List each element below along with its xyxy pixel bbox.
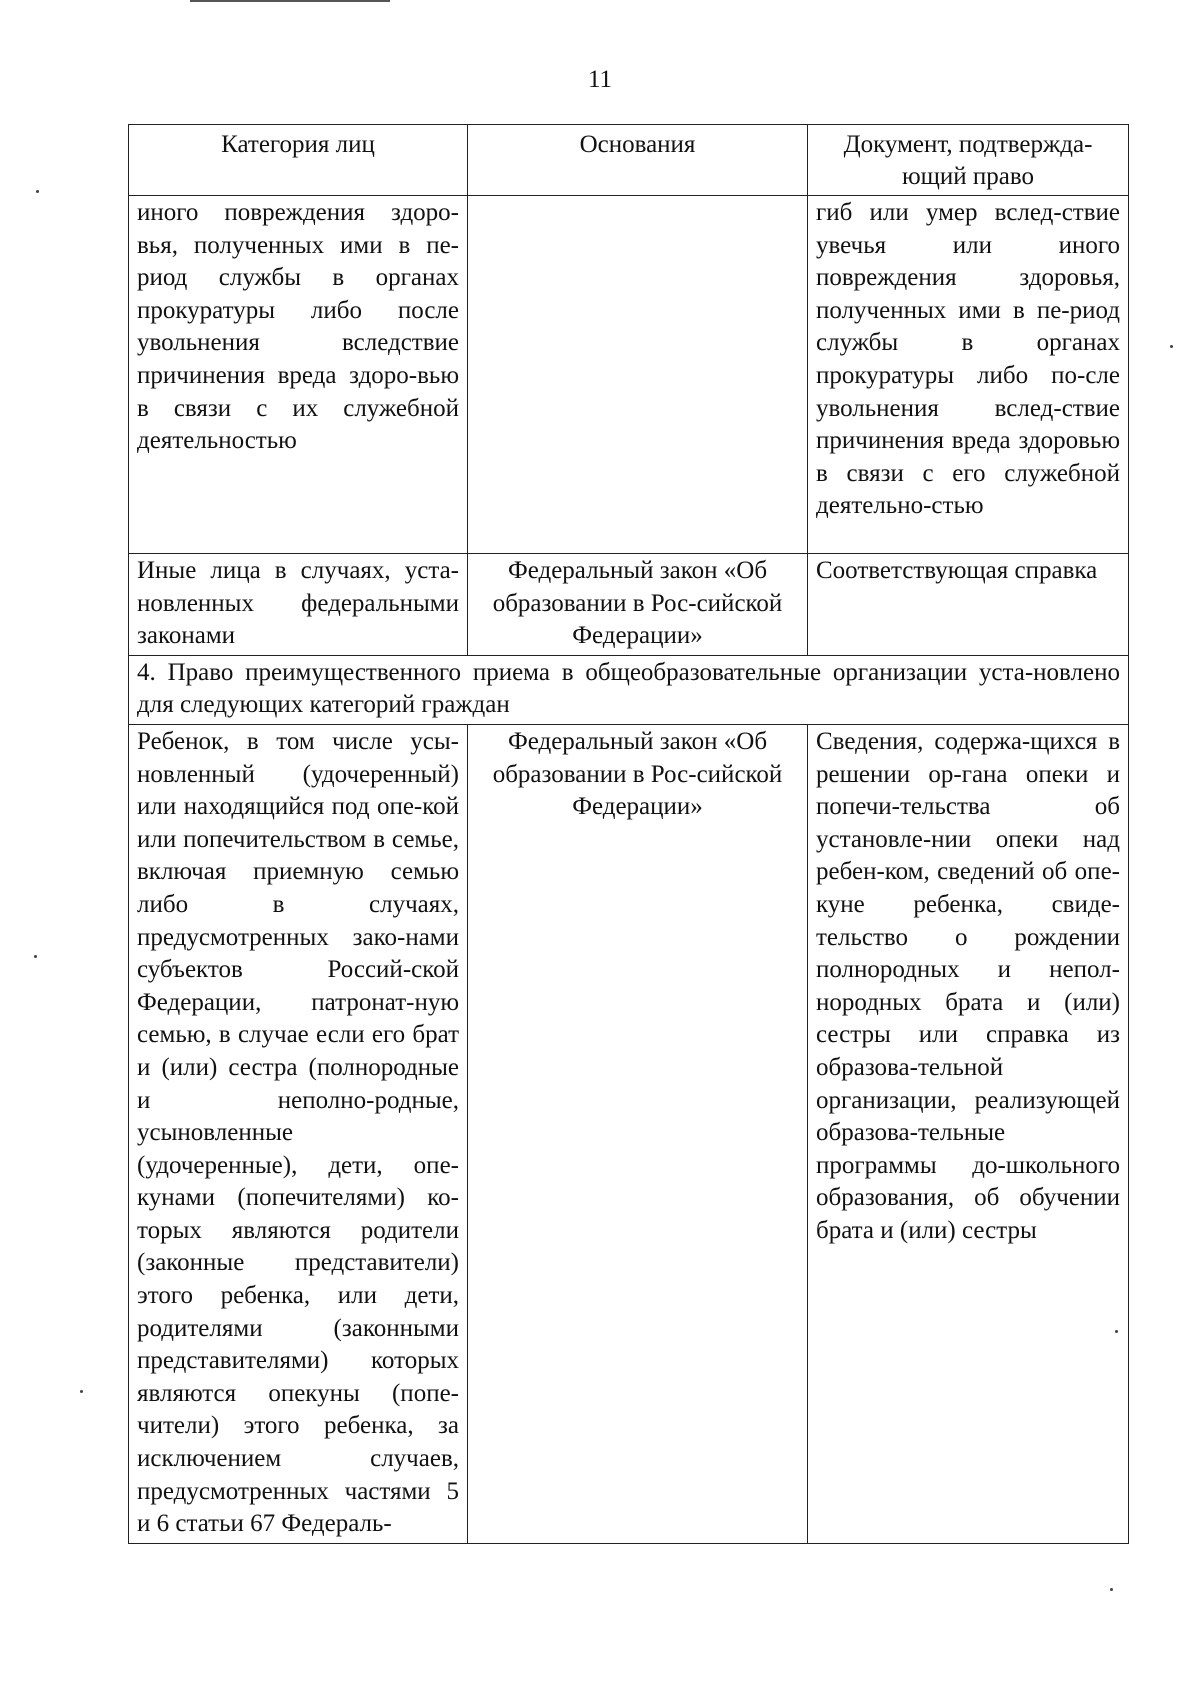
scan-artifact-line: [190, 0, 390, 2]
scan-speck: [34, 955, 37, 958]
table-row: [129, 724, 1129, 1543]
privileges-table: [128, 124, 1129, 1544]
row1-basis: [468, 196, 808, 554]
row3-document: Сведения, содержа-щихся в решении ор-гана опеки и попечи-тельства об установле-нии опеки над ребен-ком, сведений об опе-куне ребенка, свиде-тельство о рождении полнородных и непол-нородных брата и (или) сестры или справка из образова-тельной организации, реализующей образова-тельные программы до-школьного образования, об обучении брата и (или) сестры: [808, 724, 1129, 1543]
table-header-row: [129, 125, 1129, 196]
scan-speck: [1170, 345, 1173, 348]
table-row: [129, 554, 1129, 656]
row2-document: Соответствующая справка: [808, 554, 1129, 656]
header-document: Документ, подтвержда-ющий право: [808, 125, 1129, 196]
row2-category: Иные лица в случаях, уста-новленных федеральными законами: [129, 554, 468, 656]
row1-category: иного повреждения здоро-вья, полученных ими в пе-риод службы в органах прокуратуры либо после увольнения вследствие причинения вреда здоро-вью в связи с их служебной деятельностью: [129, 196, 468, 554]
header-category: Категория лиц: [129, 125, 468, 196]
section-4-heading: 4. Право преимущественного приема в общеобразовательные организации уста-новлено для следующих категорий граждан: [129, 655, 1129, 724]
scan-speck: [80, 1390, 83, 1393]
row2-basis: Федеральный закон «Об образовании в Рос-сийской Федерации»: [468, 554, 808, 656]
page-number: 11: [587, 66, 613, 93]
row3-basis: Федеральный закон «Об образовании в Рос-сийской Федерации»: [468, 724, 808, 1543]
section-heading-row: [129, 655, 1129, 724]
scan-speck: [36, 190, 39, 193]
scan-speck: [1110, 1588, 1113, 1591]
row1-document: гиб или умер вслед-ствие увечья или иного повреждения здоровья, полученных ими в пе-риод службы в органах прокуратуры либо по-сле увольнения вслед-ствие причинения вреда здоровью в связи с его служебной деятельно-стью: [808, 196, 1129, 554]
row3-category: Ребенок, в том числе усы-новленный (удочеренный) или находящийся под опе-кой или попечительством в семье, включая приемную семью либо в случаях, предусмотренных зако-нами субъектов Россий-ской Федерации, патронат-ную семью, в случае если его брат и (или) сестра (полнородные и неполно-родные, усыновленные (удочеренные), дети, опе-кунами (попечителями) ко-торых являются родители (законные представители) этого ребенка, или дети, родителями (законными представителями) которых являются опекуны (попе-чители) этого ребенка, за исключением случаев, предусмотренных частями 5 и 6 статьи 67 Федераль-: [129, 724, 468, 1543]
table-row: [129, 196, 1129, 554]
header-basis: Основания: [468, 125, 808, 196]
